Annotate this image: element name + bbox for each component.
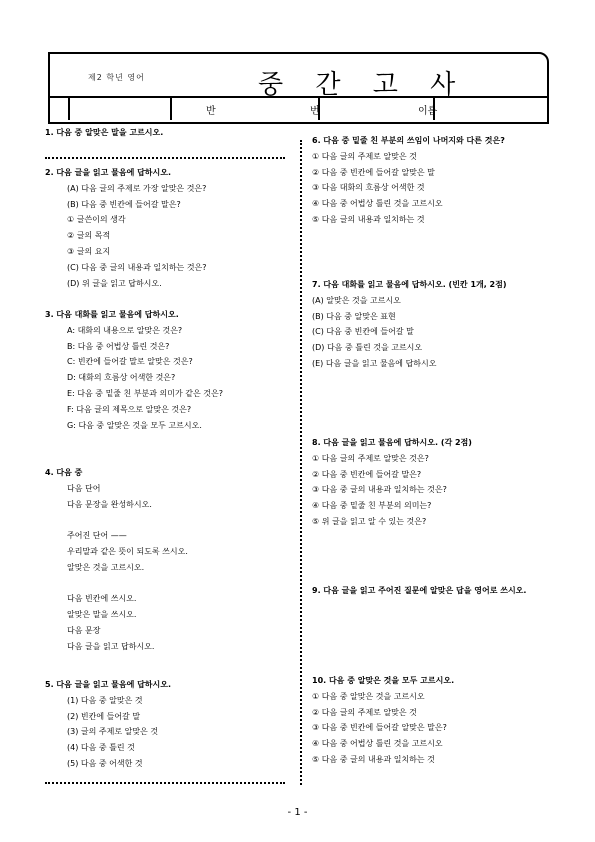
option-line: (1) 다음 중 알맞은 것	[67, 695, 143, 705]
option-line: ① 다음 중 알맞은 것을 고르시오	[312, 691, 425, 701]
option-line	[45, 579, 188, 590]
class-label: 반	[206, 106, 216, 117]
option-line: ② 다음 중 빈칸에 들어갈 말은?	[312, 469, 422, 479]
question-text: 4. 다음 중	[45, 468, 83, 477]
option-line: ⑤ 다음 글의 내용과 일치하는 것	[312, 214, 425, 224]
option-line: 알맞은 것을 고르시오.	[67, 562, 145, 572]
question-6	[312, 136, 505, 231]
option-line: 다음 문장	[67, 625, 101, 635]
option-line: ② 글의 목적	[67, 231, 111, 241]
option-line: (A) 알맞은 것을 고르시오	[312, 295, 401, 305]
page-number: - 1 -	[287, 807, 308, 818]
option-line: E: 다음 중 밑줄 친 부분과 의미가 같은 것은?	[67, 388, 223, 398]
option-line: ③ 다음 대화의 흐름상 어색한 것	[312, 183, 425, 193]
option-line: C: 빈칸에 들어갈 말로 알맞은 것은?	[67, 357, 193, 367]
option-line: ① 다음 글의 주제로 알맞은 것은?	[312, 453, 429, 463]
question-text: 8. 다음 글을 읽고 물음에 답하시오. (각 2점)	[312, 438, 472, 447]
option-line: 다음 단어	[67, 483, 101, 493]
option-line: ③ 글의 요지	[67, 246, 111, 256]
header-col-sep	[68, 98, 70, 120]
question-text: 10. 다음 중 알맞은 것을 모두 고르시오.	[312, 676, 455, 685]
option-line: 다음 빈칸에 쓰시오.	[67, 594, 137, 604]
question-text: 1. 다음 중 알맞은 말을 고르시오.	[45, 128, 164, 137]
name-label: 이름	[418, 106, 438, 117]
option-line: ② 다음 글의 주제로 알맞은 것	[312, 707, 417, 717]
option-line: (2) 빈칸에 들어갈 말	[67, 711, 141, 721]
option-line: ④ 다음 중 밑줄 친 부분의 의미는?	[312, 501, 432, 511]
dotted-rule	[45, 157, 285, 159]
question-8	[312, 438, 472, 533]
option-line: (D) 위 글을 읽고 답하시오.	[67, 278, 162, 288]
option-line: (B) 다음 중 빈칸에 들어갈 말은?	[67, 199, 181, 209]
option-line: ① 글쓴이의 생각	[67, 215, 126, 225]
option-line: (E) 다음 글을 읽고 물음에 답하시오	[312, 358, 437, 368]
exam-title: 중 간 고 사	[258, 70, 468, 100]
question-text: 2. 다음 글을 읽고 물음에 답하시오.	[45, 168, 172, 177]
column-divider	[300, 140, 302, 785]
option-line: ③ 다음 중 빈칸에 들어갈 알맞은 말은?	[312, 723, 447, 733]
option-line: 다음 문장을 완성하시오.	[67, 499, 152, 509]
exam-header	[48, 52, 547, 122]
option-line: ③ 다음 중 글의 내용과 일치하는 것은?	[312, 485, 447, 495]
option-line: A: 대화의 내용으로 알맞은 것은?	[67, 325, 183, 335]
option-line: 알맞은 말을 쓰시오.	[67, 610, 137, 620]
option-line: ④ 다음 중 어법상 틀린 것을 고르시오	[312, 739, 443, 749]
question-7	[312, 280, 507, 375]
question-text: 6. 다음 중 밑줄 친 부분의 쓰임이 나머지와 다른 것은?	[312, 136, 505, 145]
option-line: 다음 글을 읽고 답하시오.	[67, 641, 155, 651]
question-3	[45, 310, 223, 436]
question-2	[45, 168, 207, 294]
question-text: 3. 다음 대화를 읽고 물음에 답하시오.	[45, 310, 179, 319]
question-1	[45, 128, 163, 139]
option-line: F: 다음 글의 제목으로 알맞은 것은?	[67, 404, 192, 414]
option-line: (C) 다음 중 글의 내용과 일치하는 것은?	[67, 262, 207, 272]
option-line: ⑤ 다음 중 글의 내용과 일치하는 것	[312, 754, 435, 764]
option-line: ② 다음 중 빈칸에 들어갈 알맞은 말	[312, 167, 435, 177]
option-line: (C) 다음 중 빈칸에 들어갈 말	[312, 327, 414, 337]
option-line: (B) 다음 중 알맞은 표현	[312, 311, 396, 321]
option-line: (A) 다음 글의 주제로 가장 알맞은 것은?	[67, 183, 207, 193]
option-line: D: 대화의 흐름상 어색한 것은?	[67, 373, 176, 383]
option-line: 우리말과 같은 뜻이 되도록 쓰시오.	[67, 546, 188, 556]
option-line: 주어진 단어 ——	[67, 531, 127, 541]
option-line: ① 다음 글의 주제로 알맞은 것	[312, 151, 417, 161]
question-9	[312, 586, 552, 597]
option-line: ⑤ 위 글을 읽고 알 수 있는 것은?	[312, 516, 427, 526]
question-4	[45, 468, 188, 658]
header-col-sep	[170, 98, 172, 120]
question-10	[312, 676, 454, 771]
option-line: B: 다음 중 어법상 틀린 것은?	[67, 341, 170, 351]
option-line	[45, 515, 188, 526]
question-5	[45, 680, 171, 775]
question-text: 7. 다음 대화를 읽고 물음에 답하시오. (빈칸 1개, 2점)	[312, 280, 507, 289]
option-line: (D) 다음 중 틀린 것을 고르시오	[312, 343, 423, 353]
header-subtitle: 제2 학년 영어	[88, 73, 145, 82]
option-line: ④ 다음 중 어법상 틀린 것을 고르시오	[312, 199, 443, 209]
option-line: G: 다음 중 알맞은 것을 모두 고르시오.	[67, 420, 202, 430]
question-text: 5. 다음 글을 읽고 물음에 답하시오.	[45, 680, 172, 689]
option-line: (4) 다음 중 틀린 것	[67, 743, 135, 753]
option-line: (5) 다음 중 어색한 것	[67, 758, 143, 768]
number-label: 번	[310, 106, 320, 117]
dotted-rule	[45, 782, 285, 784]
option-line: (3) 글의 주제로 알맞은 것	[67, 727, 159, 737]
question-text: 9. 다음 글을 읽고 주어진 질문에 알맞은 답을 영어로 쓰시오.	[312, 586, 527, 595]
